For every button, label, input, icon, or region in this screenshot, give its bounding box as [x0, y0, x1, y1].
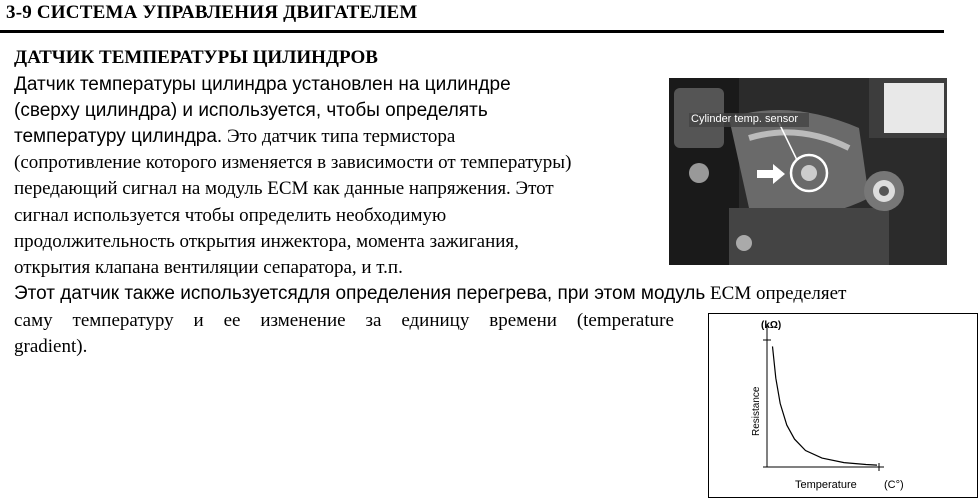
p1-line-3: [14, 126, 455, 148]
p2-line-1-serif: ECM определяет: [705, 283, 847, 304]
y-axis-label: Resistance: [751, 386, 762, 436]
chart-svg: [709, 314, 976, 496]
p1-line-3-serif: Это датчик типа термистора: [222, 126, 456, 147]
page-header: 3-9 СИСТЕМА УПРАВЛЕНИЯ ДВИГАТЕЛЕМ: [6, 2, 418, 23]
p1-line-4: (сопротивление которого изменяется в зависимости от температуры): [14, 152, 572, 173]
y-unit-label: (kΩ): [761, 320, 782, 331]
header-rule: [0, 30, 944, 33]
p2-word: единицу: [401, 310, 470, 331]
p2-word: времени: [489, 310, 557, 331]
section-title: ДАТЧИК ТЕМПЕРАТУРЫ ЦИЛИНДРОВ: [14, 47, 378, 68]
p1-line-3-sans: температуру цилиндра.: [14, 126, 223, 147]
engine-photo: [669, 78, 947, 265]
p2-word: (temperature: [576, 310, 674, 331]
x-axis-label: Temperature: [795, 479, 857, 491]
p1-line-2: (сверху цилиндра) и используется, чтобы определять: [14, 100, 488, 121]
p1-line-5: передающий сигнал на модуль ECM как данные напряжения. Этот: [14, 178, 554, 199]
p2-word: температуру: [72, 310, 174, 331]
engine-photo-art: [669, 78, 947, 265]
p2-line-2: [14, 310, 674, 332]
resistance-curve: [773, 346, 878, 465]
resistance-chart: [708, 313, 978, 498]
p1-line-1: Датчик температуры цилиндра установлен на цилиндре: [14, 74, 511, 95]
p1-line-6: сигнал используется чтобы определить необходимую: [14, 205, 447, 226]
p1-line-8: открытия клапана вентиляции сепаратора, и т.п.: [14, 257, 403, 278]
x-unit-label: (C°): [884, 479, 904, 491]
p1-line-7: продолжительность открытия инжектора, момента зажигания,: [14, 231, 519, 252]
p2-line-3: gradient).: [14, 336, 88, 357]
p2-line-1-sans: Этот датчик также используетсядля определения перегрева, при этом модуль: [14, 283, 706, 304]
p2-line-1: [14, 283, 846, 305]
p2-word: за: [365, 310, 382, 331]
p2-word: изменение: [260, 310, 346, 331]
sensor-label: Cylinder temp. sensor: [691, 113, 798, 125]
p2-word: саму: [14, 310, 53, 331]
p2-word: ее: [223, 310, 241, 331]
p2-word: и: [193, 310, 204, 331]
